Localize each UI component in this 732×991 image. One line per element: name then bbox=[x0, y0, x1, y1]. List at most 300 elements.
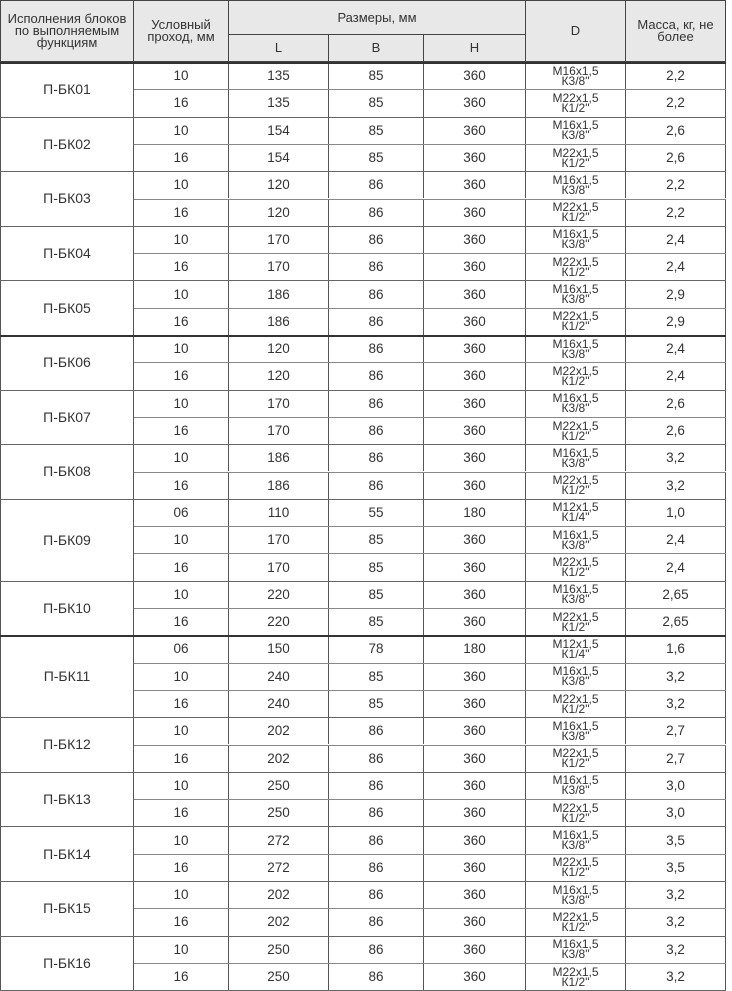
cell-l: 240 bbox=[229, 690, 329, 717]
cell-mass: 2,2 bbox=[626, 89, 726, 116]
cell-h: 360 bbox=[424, 799, 526, 826]
cell-thread bbox=[526, 499, 626, 526]
cell-l: 220 bbox=[229, 581, 329, 608]
cell-mass: 2,4 bbox=[626, 526, 726, 553]
cell-mass: 2,65 bbox=[626, 581, 726, 608]
cell-b: 86 bbox=[329, 417, 424, 444]
cell-b: 85 bbox=[329, 89, 424, 116]
table-row bbox=[0, 499, 726, 526]
cell-dn: 10 bbox=[134, 826, 229, 853]
group-name: П-БК02 bbox=[0, 117, 134, 172]
cell-thread-metric: М16х1,5 bbox=[552, 937, 599, 952]
cell-thread-metric: М22х1,5 bbox=[552, 309, 599, 324]
cell-h: 360 bbox=[424, 690, 526, 717]
table-row bbox=[0, 417, 726, 444]
cell-thread bbox=[526, 553, 626, 580]
group-divider bbox=[0, 280, 726, 281]
cell-dn: 16 bbox=[134, 199, 229, 226]
table-row bbox=[0, 553, 726, 580]
cell-thread-metric: М16х1,5 bbox=[552, 664, 599, 679]
cell-thread-metric: М22х1,5 bbox=[552, 746, 599, 761]
cell-thread-metric: М22х1,5 bbox=[552, 800, 599, 815]
cell-b: 85 bbox=[329, 62, 424, 89]
cell-thread-inch: К3/8" bbox=[561, 728, 590, 743]
cell-thread-inch: К1/2" bbox=[561, 264, 590, 279]
cell-b: 55 bbox=[329, 499, 424, 526]
row-divider bbox=[134, 199, 726, 200]
cell-dn: 16 bbox=[134, 472, 229, 499]
table-row bbox=[0, 690, 726, 717]
cell-thread bbox=[526, 635, 626, 662]
cell-thread bbox=[526, 963, 626, 990]
cell-thread-inch: К1/2" bbox=[561, 756, 590, 771]
cell-mass: 3,2 bbox=[626, 472, 726, 499]
group-divider bbox=[0, 826, 726, 827]
cell-thread-metric: М16х1,5 bbox=[552, 336, 599, 351]
header-dn: Условный проход, мм bbox=[134, 0, 229, 62]
cell-mass: 1,0 bbox=[626, 499, 726, 526]
cell-thread-inch: К1/2" bbox=[561, 155, 590, 170]
cell-thread bbox=[526, 390, 626, 417]
row-divider bbox=[134, 908, 726, 909]
cell-thread bbox=[526, 308, 626, 335]
group-divider bbox=[0, 936, 726, 937]
cell-b: 86 bbox=[329, 253, 424, 280]
cell-h: 360 bbox=[424, 745, 526, 772]
cell-dn: 10 bbox=[134, 335, 229, 362]
group-divider bbox=[0, 881, 726, 882]
cell-mass: 3,5 bbox=[626, 826, 726, 853]
cell-thread-inch: К3/8" bbox=[561, 537, 590, 552]
cell-l: 240 bbox=[229, 663, 329, 690]
cell-l: 202 bbox=[229, 717, 329, 744]
table-row bbox=[0, 117, 726, 144]
group-name: П-БК04 bbox=[0, 226, 134, 281]
cell-h: 360 bbox=[424, 908, 526, 935]
cell-thread-metric: М16х1,5 bbox=[552, 227, 599, 242]
cell-thread-metric: М16х1,5 bbox=[552, 718, 599, 733]
cell-thread-metric: М16х1,5 bbox=[552, 828, 599, 843]
cell-h: 360 bbox=[424, 663, 526, 690]
cell-dn: 16 bbox=[134, 362, 229, 389]
group-name: П-БК11 bbox=[0, 635, 134, 717]
table-row bbox=[0, 526, 726, 553]
cell-b: 86 bbox=[329, 335, 424, 362]
cell-thread bbox=[526, 717, 626, 744]
cell-h: 360 bbox=[424, 826, 526, 853]
table-row bbox=[0, 89, 726, 116]
cell-thread-metric: М22х1,5 bbox=[552, 90, 599, 105]
cell-dn: 16 bbox=[134, 417, 229, 444]
cell-h: 360 bbox=[424, 772, 526, 799]
cell-mass: 2,2 bbox=[626, 171, 726, 198]
cell-h: 360 bbox=[424, 553, 526, 580]
cell-b: 86 bbox=[329, 745, 424, 772]
cell-dn: 16 bbox=[134, 690, 229, 717]
table-row bbox=[0, 472, 726, 499]
cell-b: 78 bbox=[329, 635, 424, 662]
cell-thread-metric: М22х1,5 bbox=[552, 418, 599, 433]
table-row bbox=[0, 772, 726, 799]
cell-mass: 3,0 bbox=[626, 772, 726, 799]
group-divider bbox=[0, 444, 726, 445]
cell-thread-inch: К1/4" bbox=[561, 646, 590, 661]
cell-dn: 10 bbox=[134, 171, 229, 198]
cell-dn: 10 bbox=[134, 62, 229, 89]
cell-thread-inch: К1/2" bbox=[561, 210, 590, 225]
group-divider bbox=[0, 117, 726, 118]
table-row bbox=[0, 308, 726, 335]
cell-l: 250 bbox=[229, 799, 329, 826]
table-row bbox=[0, 908, 726, 935]
table-row bbox=[0, 881, 726, 908]
table-row bbox=[0, 171, 726, 198]
cell-thread-inch: К3/8" bbox=[561, 182, 590, 197]
group-divider bbox=[0, 390, 726, 391]
cell-dn: 16 bbox=[134, 908, 229, 935]
cell-thread-metric: М16х1,5 bbox=[552, 773, 599, 788]
cell-dn: 10 bbox=[134, 581, 229, 608]
cell-thread bbox=[526, 417, 626, 444]
cell-thread-inch: К3/8" bbox=[561, 592, 590, 607]
cell-h: 360 bbox=[424, 199, 526, 226]
group-divider bbox=[0, 171, 726, 172]
cell-mass: 3,2 bbox=[626, 908, 726, 935]
cell-h: 360 bbox=[424, 117, 526, 144]
cell-thread-inch: К3/8" bbox=[561, 455, 590, 470]
cell-thread bbox=[526, 581, 626, 608]
cell-b: 85 bbox=[329, 690, 424, 717]
cell-dn: 16 bbox=[134, 308, 229, 335]
group-divider bbox=[0, 62, 726, 64]
cell-dn: 16 bbox=[134, 89, 229, 116]
cell-h: 360 bbox=[424, 526, 526, 553]
cell-h: 360 bbox=[424, 253, 526, 280]
cell-h: 180 bbox=[424, 499, 526, 526]
cell-mass: 1,6 bbox=[626, 635, 726, 662]
cell-thread bbox=[526, 881, 626, 908]
header-L: L bbox=[229, 35, 329, 62]
table-row bbox=[0, 963, 726, 990]
group-name: П-БК16 bbox=[0, 936, 134, 991]
cell-b: 85 bbox=[329, 553, 424, 580]
cell-thread-metric: М22х1,5 bbox=[552, 200, 599, 215]
cell-h: 360 bbox=[424, 89, 526, 116]
cell-h: 360 bbox=[424, 335, 526, 362]
cell-l: 202 bbox=[229, 908, 329, 935]
cell-l: 250 bbox=[229, 936, 329, 963]
cell-mass: 2,9 bbox=[626, 280, 726, 307]
cell-b: 86 bbox=[329, 444, 424, 471]
cell-l: 120 bbox=[229, 362, 329, 389]
cell-h: 360 bbox=[424, 717, 526, 744]
cell-thread-inch: К1/2" bbox=[561, 919, 590, 934]
row-divider bbox=[134, 89, 726, 90]
cell-h: 360 bbox=[424, 444, 526, 471]
group-divider bbox=[0, 335, 726, 337]
cell-l: 170 bbox=[229, 526, 329, 553]
cell-dn: 16 bbox=[134, 608, 229, 635]
cell-thread-inch: К3/8" bbox=[561, 346, 590, 361]
cell-h: 360 bbox=[424, 62, 526, 89]
cell-b: 86 bbox=[329, 799, 424, 826]
cell-b: 85 bbox=[329, 581, 424, 608]
cell-dn: 10 bbox=[134, 390, 229, 417]
group-name: П-БК14 bbox=[0, 826, 134, 881]
cell-h: 360 bbox=[424, 854, 526, 881]
group-name: П-БК10 bbox=[0, 581, 134, 636]
header-H: H bbox=[424, 35, 526, 62]
cell-h: 360 bbox=[424, 417, 526, 444]
table-row bbox=[0, 335, 726, 362]
group-divider bbox=[0, 635, 726, 637]
table-row bbox=[0, 745, 726, 772]
cell-mass: 2,4 bbox=[626, 253, 726, 280]
table-row bbox=[0, 390, 726, 417]
cell-mass: 3,2 bbox=[626, 963, 726, 990]
cell-dn: 10 bbox=[134, 717, 229, 744]
cell-b: 86 bbox=[329, 826, 424, 853]
cell-h: 360 bbox=[424, 226, 526, 253]
cell-dn: 16 bbox=[134, 253, 229, 280]
group-divider bbox=[0, 226, 726, 227]
cell-thread bbox=[526, 280, 626, 307]
cell-h: 360 bbox=[424, 881, 526, 908]
cell-b: 85 bbox=[329, 117, 424, 144]
cell-thread-inch: К1/2" bbox=[561, 483, 590, 498]
cell-thread-inch: К3/8" bbox=[561, 783, 590, 798]
cell-mass: 2,4 bbox=[626, 553, 726, 580]
cell-l: 120 bbox=[229, 199, 329, 226]
cell-dn: 16 bbox=[134, 144, 229, 171]
cell-thread bbox=[526, 772, 626, 799]
cell-thread bbox=[526, 472, 626, 499]
table-row bbox=[0, 799, 726, 826]
cell-l: 272 bbox=[229, 854, 329, 881]
cell-mass: 3,0 bbox=[626, 799, 726, 826]
group-name: П-БК01 bbox=[0, 62, 134, 117]
cell-thread-inch: К3/8" bbox=[561, 838, 590, 853]
cell-thread-metric: М16х1,5 bbox=[552, 882, 599, 897]
cell-thread-inch: К1/2" bbox=[561, 810, 590, 825]
cell-thread-metric: М16х1,5 bbox=[552, 391, 599, 406]
header-mass: Масса, кг, не более bbox=[626, 0, 726, 62]
group-name: П-БК07 bbox=[0, 390, 134, 445]
cell-thread-metric: М16х1,5 bbox=[552, 118, 599, 133]
cell-thread-inch: К3/8" bbox=[561, 128, 590, 143]
table-row bbox=[0, 717, 726, 744]
group-divider bbox=[0, 772, 726, 773]
row-divider bbox=[134, 526, 726, 527]
row-divider bbox=[134, 608, 726, 609]
table-row bbox=[0, 608, 726, 635]
cell-b: 86 bbox=[329, 171, 424, 198]
cell-b: 86 bbox=[329, 717, 424, 744]
cell-thread-metric: М22х1,5 bbox=[552, 555, 599, 570]
cell-thread-inch: К3/8" bbox=[561, 892, 590, 907]
cell-b: 85 bbox=[329, 608, 424, 635]
cell-thread-inch: К1/2" bbox=[561, 319, 590, 334]
cell-mass: 3,2 bbox=[626, 936, 726, 963]
cell-l: 186 bbox=[229, 308, 329, 335]
cell-thread bbox=[526, 253, 626, 280]
cell-thread-metric: М22х1,5 bbox=[552, 145, 599, 160]
cell-thread-metric: М12х1,5 bbox=[552, 636, 599, 651]
cell-b: 86 bbox=[329, 908, 424, 935]
group-divider bbox=[0, 499, 726, 500]
cell-mass: 2,6 bbox=[626, 117, 726, 144]
cell-thread bbox=[526, 663, 626, 690]
cell-thread-metric: М22х1,5 bbox=[552, 964, 599, 979]
table-row bbox=[0, 362, 726, 389]
cell-mass: 2,6 bbox=[626, 417, 726, 444]
cell-h: 360 bbox=[424, 936, 526, 963]
group-name: П-БК05 bbox=[0, 280, 134, 335]
cell-b: 86 bbox=[329, 881, 424, 908]
cell-dn: 10 bbox=[134, 772, 229, 799]
cell-thread-metric: М16х1,5 bbox=[552, 172, 599, 187]
cell-thread-inch: К1/2" bbox=[561, 565, 590, 580]
table-row bbox=[0, 444, 726, 471]
table-row bbox=[0, 199, 726, 226]
cell-thread-inch: К1/2" bbox=[561, 619, 590, 634]
cell-h: 360 bbox=[424, 963, 526, 990]
cell-dn: 10 bbox=[134, 117, 229, 144]
row-divider bbox=[134, 690, 726, 691]
cell-mass: 3,2 bbox=[626, 881, 726, 908]
table-row bbox=[0, 663, 726, 690]
table-row bbox=[0, 280, 726, 307]
cell-dn: 16 bbox=[134, 553, 229, 580]
cell-thread-metric: М16х1,5 bbox=[552, 63, 599, 78]
header-B: B bbox=[329, 35, 424, 62]
cell-thread-inch: К1/2" bbox=[561, 974, 590, 989]
row-divider bbox=[134, 553, 726, 554]
cell-thread-inch: К3/8" bbox=[561, 674, 590, 689]
group-name: П-БК09 bbox=[0, 499, 134, 581]
cell-thread-metric: М22х1,5 bbox=[552, 609, 599, 624]
cell-thread bbox=[526, 745, 626, 772]
cell-mass: 2,6 bbox=[626, 390, 726, 417]
cell-thread-metric: М22х1,5 bbox=[552, 473, 599, 488]
cell-dn: 10 bbox=[134, 526, 229, 553]
cell-dn: 10 bbox=[134, 936, 229, 963]
header-variant: Исполнения блоков по выполняемым функциям bbox=[0, 0, 134, 62]
cell-dn: 16 bbox=[134, 963, 229, 990]
row-divider bbox=[134, 799, 726, 800]
cell-mass: 2,2 bbox=[626, 199, 726, 226]
cell-mass: 2,2 bbox=[626, 62, 726, 89]
cell-mass: 2,9 bbox=[626, 308, 726, 335]
cell-b: 86 bbox=[329, 936, 424, 963]
cell-h: 360 bbox=[424, 581, 526, 608]
row-divider bbox=[134, 745, 726, 746]
cell-mass: 2,4 bbox=[626, 362, 726, 389]
row-divider bbox=[134, 308, 726, 309]
cell-thread bbox=[526, 826, 626, 853]
cell-dn: 16 bbox=[134, 745, 229, 772]
group-divider bbox=[0, 581, 726, 582]
cell-dn: 10 bbox=[134, 226, 229, 253]
cell-dn: 10 bbox=[134, 663, 229, 690]
group-name: П-БК15 bbox=[0, 881, 134, 936]
cell-dn: 06 bbox=[134, 635, 229, 662]
cell-thread-metric: М16х1,5 bbox=[552, 582, 599, 597]
cell-mass: 2,6 bbox=[626, 144, 726, 171]
cell-l: 250 bbox=[229, 963, 329, 990]
cell-l: 202 bbox=[229, 745, 329, 772]
cell-l: 220 bbox=[229, 608, 329, 635]
cell-h: 180 bbox=[424, 635, 526, 662]
cell-thread bbox=[526, 89, 626, 116]
cell-h: 360 bbox=[424, 280, 526, 307]
cell-thread-inch: К3/8" bbox=[561, 401, 590, 416]
table-row bbox=[0, 62, 726, 89]
cell-thread bbox=[526, 526, 626, 553]
cell-b: 86 bbox=[329, 390, 424, 417]
row-divider bbox=[134, 417, 726, 418]
cell-thread-metric: М22х1,5 bbox=[552, 855, 599, 870]
group-name: П-БК12 bbox=[0, 717, 134, 772]
cell-thread-metric: М16х1,5 bbox=[552, 282, 599, 297]
row-divider bbox=[134, 472, 726, 473]
cell-thread-metric: М22х1,5 bbox=[552, 691, 599, 706]
cell-l: 110 bbox=[229, 499, 329, 526]
table-row bbox=[0, 253, 726, 280]
cell-b: 86 bbox=[329, 226, 424, 253]
cell-b: 86 bbox=[329, 772, 424, 799]
cell-thread-inch: К1/2" bbox=[561, 100, 590, 115]
cell-h: 360 bbox=[424, 390, 526, 417]
cell-thread bbox=[526, 171, 626, 198]
cell-l: 150 bbox=[229, 635, 329, 662]
row-divider bbox=[134, 362, 726, 363]
cell-mass: 2,65 bbox=[626, 608, 726, 635]
cell-h: 360 bbox=[424, 362, 526, 389]
cell-thread bbox=[526, 908, 626, 935]
cell-mass: 3,5 bbox=[626, 854, 726, 881]
cell-thread bbox=[526, 936, 626, 963]
header-D: D bbox=[526, 0, 626, 62]
cell-l: 186 bbox=[229, 444, 329, 471]
cell-l: 186 bbox=[229, 280, 329, 307]
cell-thread bbox=[526, 199, 626, 226]
cell-thread bbox=[526, 362, 626, 389]
row-divider bbox=[134, 854, 726, 855]
cell-b: 86 bbox=[329, 963, 424, 990]
cell-l: 250 bbox=[229, 772, 329, 799]
cell-l: 120 bbox=[229, 171, 329, 198]
cell-thread-inch: К3/8" bbox=[561, 237, 590, 252]
cell-thread-metric: М22х1,5 bbox=[552, 254, 599, 269]
cell-mass: 2,7 bbox=[626, 745, 726, 772]
cell-l: 170 bbox=[229, 417, 329, 444]
cell-thread bbox=[526, 226, 626, 253]
group-name: П-БК13 bbox=[0, 772, 134, 827]
cell-l: 186 bbox=[229, 472, 329, 499]
cell-thread-metric: М16х1,5 bbox=[552, 527, 599, 542]
cell-b: 86 bbox=[329, 199, 424, 226]
row-divider bbox=[134, 144, 726, 145]
cell-thread-inch: К1/2" bbox=[561, 701, 590, 716]
cell-l: 154 bbox=[229, 117, 329, 144]
cell-mass: 2,4 bbox=[626, 226, 726, 253]
row-divider bbox=[134, 253, 726, 254]
cell-mass: 2,4 bbox=[626, 335, 726, 362]
cell-dn: 16 bbox=[134, 799, 229, 826]
cell-b: 86 bbox=[329, 472, 424, 499]
table-row bbox=[0, 936, 726, 963]
